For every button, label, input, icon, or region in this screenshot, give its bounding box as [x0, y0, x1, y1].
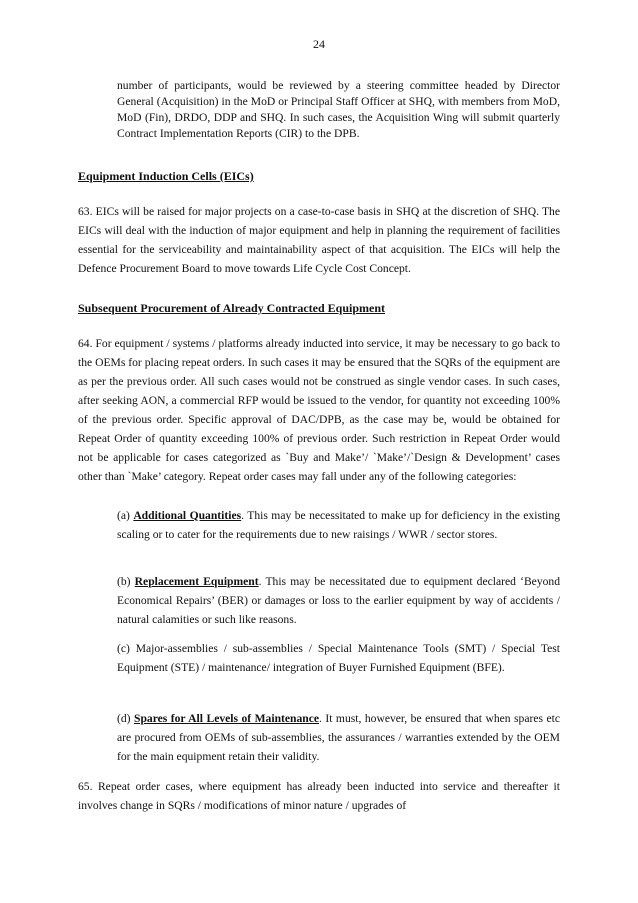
paragraph-64: 64. For equipment / systems / platforms already inducted into service, it may be necessary to go back to the OEMs for placing repeat orders. In such cases it may be ensured that the SQRs of the equipment are as per the previous order. All such cases would not be construed as single vendor cases. In such cases, after seeking AON, a commercial RFP would be issued to the vendor, for quantity not exceeding 100% of the previous order. Specific approval of DAC/DPB, as the case may be, would be obtained for Repeat Order of quantity exceeding 100% of previous order. Such restriction in Repeat Order would not be applicable for cases categorized as `Buy and Make’/ `Make’/`Design & Development’ cases other than `Make’ category. Repeat order cases may fall under any of the following categories:: [78, 337, 560, 483]
sub-paragraph-prefix: (a): [117, 509, 134, 522]
sub-paragraph-a: [117, 506, 560, 544]
sub-paragraph-title: Replacement Equipment: [134, 575, 259, 588]
sub-paragraph-text: . This may be necessitated to make up for deficiency in the existing scaling or to cater for the requirements due to new raisings / WWR / sector stores.: [117, 509, 560, 541]
sub-paragraph-b: [117, 572, 560, 629]
continuation-paragraph: number of participants, would be reviewed by a steering committee headed by Director General (Acquisition) in the MoD or Principal Staff Officer at SHQ, with members from MoD, MoD (Fin), DRDO, DDP and SHQ. In such cases, the Acquisition Wing will submit quarterly Contract Implementation Reports (CIR) to the DPB.: [117, 79, 560, 140]
sub-paragraph-text: (c) Major-assemblies / sub-assemblies / Special Maintenance Tools (SMT) / Special Test Equipment (STE) / maintenance/ integration of Buyer Furnished Equipment (BFE).: [117, 642, 560, 674]
sub-paragraph-title: Spares for All Levels of Maintenance: [134, 712, 320, 725]
sub-paragraph-c: [117, 639, 560, 677]
sub-paragraph-title: Additional Quantities: [133, 509, 242, 522]
sub-paragraph-text: . It must, however, be ensured that when spares etc are procured from OEMs of sub-assemblies, the assurances / warranties extended by the OEM for the main equipment retain their validity.: [117, 712, 560, 763]
section-heading-eic: Equipment Induction Cells (EICs): [78, 169, 254, 183]
page-number: 24: [313, 37, 325, 51]
sub-paragraph-d: [117, 709, 560, 766]
sub-paragraph-prefix: (d): [117, 712, 134, 725]
section-heading-procurement: Subsequent Procurement of Already Contracted Equipment: [78, 301, 386, 315]
sub-paragraph-text: . This may be necessitated due to equipment declared ‘Beyond Economical Repairs’ (BER) or damages or loss to the earlier equipment by way of accidents / natural calamities or such like reasons.: [117, 575, 561, 626]
sub-paragraph-prefix: (b): [117, 575, 135, 588]
paragraph-63: 63. EICs will be raised for major projects on a case-to-case basis in SHQ at the discretion of SHQ. The EICs will deal with the induction of major equipment and help in planning the requirement of facilities essential for the serviceability and maintainability aspect of that acquisition. The EICs will help the Defence Procurement Board to move towards Life Cycle Cost Concept.: [78, 205, 560, 275]
paragraph-65: 65. Repeat order cases, where equipment has already been inducted into service and thereafter it involves change in SQRs / modifications of minor nature / upgrades of: [78, 780, 560, 812]
